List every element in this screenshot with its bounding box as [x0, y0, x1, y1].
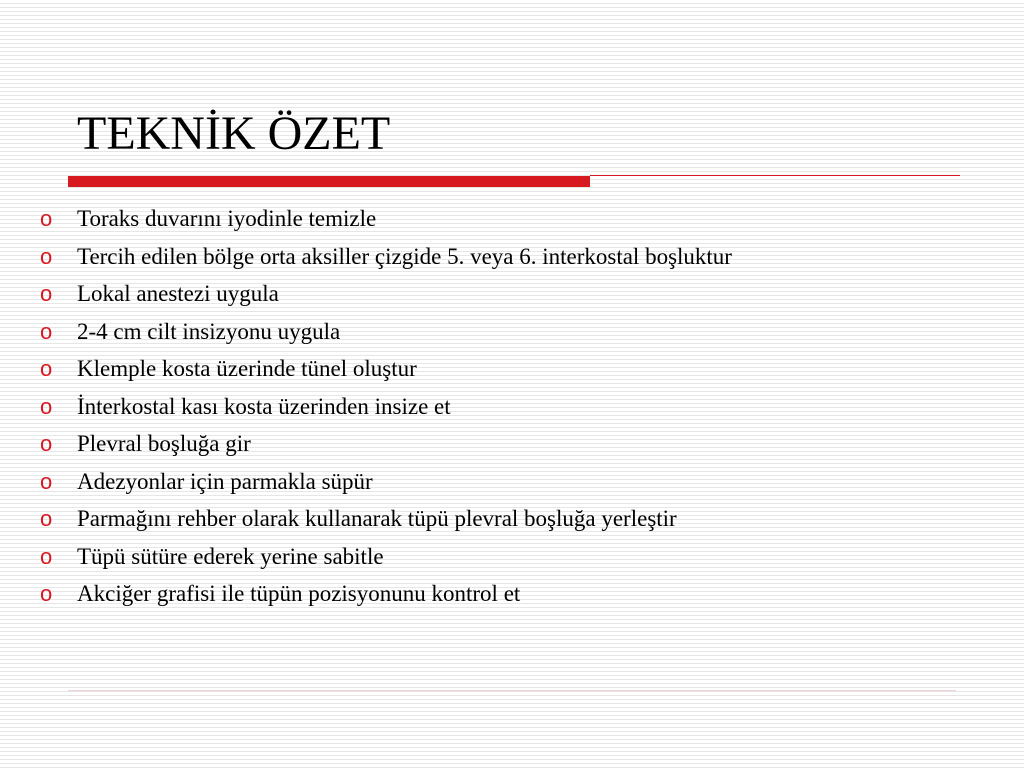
title-underline-thick	[68, 176, 590, 187]
bullet-marker-icon: o	[40, 506, 53, 531]
slide-title: TEKNİK ÖZET	[77, 107, 391, 160]
bullet-item	[40, 575, 980, 613]
bullet-item	[40, 200, 980, 238]
bullet-marker-icon: o	[40, 318, 53, 344]
bullet-text: Adezyonlar için parmakla süpür	[77, 468, 373, 494]
bullet-item	[40, 238, 980, 276]
bullet-marker-icon: o	[40, 206, 53, 231]
title-underline-thin	[590, 175, 960, 176]
bullet-text: Akciğer grafisi ile tüpün pozisyonunu kontrol et	[77, 581, 521, 606]
bullet-text: Parmağını rehber olarak kullanarak tüpü plevral boşluğa yerleştir	[77, 506, 677, 531]
bullet-marker-icon: o	[40, 356, 53, 381]
bullet-item	[40, 463, 980, 501]
footer-divider	[68, 690, 956, 691]
bullet-list	[40, 200, 980, 613]
bullet-marker-icon: o	[40, 281, 53, 306]
bullet-item	[40, 350, 980, 388]
bullet-marker-icon: o	[40, 468, 53, 494]
bullet-text: 2-4 cm cilt insizyonu uygula	[77, 318, 341, 344]
bullet-item	[40, 538, 980, 576]
bullet-marker-icon: o	[40, 243, 53, 269]
bullet-marker-icon: o	[40, 581, 53, 606]
bullet-text: Tercih edilen bölge orta aksiller çizgide 5. veya 6. interkostal boşluktur	[77, 243, 732, 269]
bullet-marker-icon: o	[40, 543, 53, 569]
bullet-text: Tüpü sütüre ederek yerine sabitle	[77, 543, 384, 569]
bullet-item	[40, 275, 980, 313]
bullet-item	[40, 500, 980, 538]
bullet-text: Klemple kosta üzerinde tünel oluştur	[77, 356, 417, 381]
bullet-text: Lokal anestezi uygula	[77, 281, 279, 306]
bullet-item	[40, 313, 980, 351]
bullet-text: Plevral boşluğa gir	[77, 431, 251, 456]
bullet-text: Toraks duvarını iyodinle temizle	[77, 206, 377, 231]
bullet-item	[40, 388, 980, 426]
bullet-text: İnterkostal kası kosta üzerinden insize et	[77, 393, 451, 419]
bullet-marker-icon: o	[40, 431, 53, 456]
bullet-marker-icon: o	[40, 393, 53, 419]
bullet-item	[40, 425, 980, 463]
